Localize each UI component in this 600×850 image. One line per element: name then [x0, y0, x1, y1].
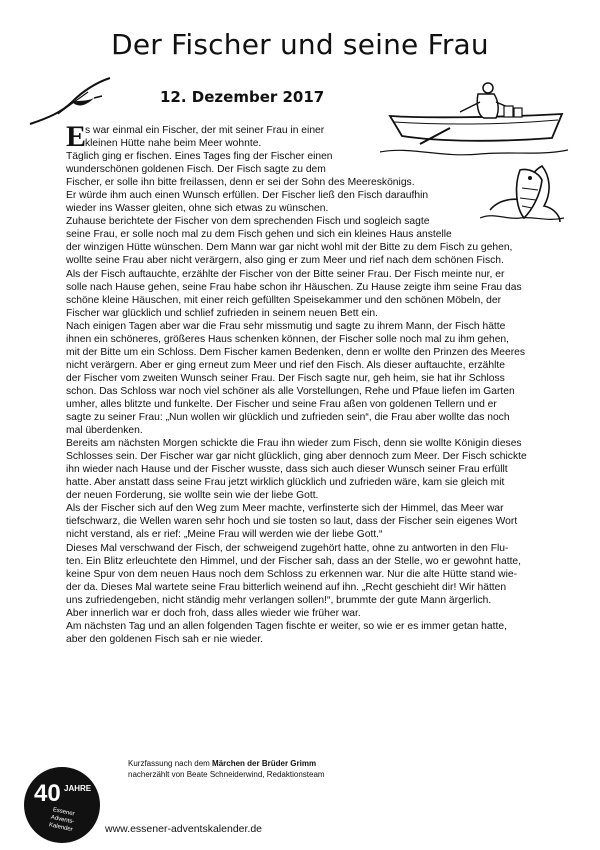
anniversary-badge	[22, 765, 102, 845]
badge-line3: Kalender	[48, 822, 74, 834]
credits-prefix: Kurzfassung nach dem	[128, 759, 213, 768]
website-url: www.essener-adventskalender.de	[105, 823, 263, 835]
story-line: seine Frau, er solle noch mal zu dem Fisch gehen und sich ein kleines Haus anstelle	[66, 229, 452, 241]
date-heading: 12. Dezember 2017	[160, 88, 325, 106]
story-line: s war einmal ein Fischer, der mit seiner Frau in einer	[85, 125, 325, 136]
story-line: nicht verärgern. Aber er ging erneut zum Meer und rief den Fisch. Als dieser auftauchte, erzählte	[66, 359, 505, 371]
story-line: uns zufriedengeben, nicht ständig mehr verlangen sollen!“, brummte der gute Mann ärgerlich.	[66, 594, 492, 606]
story-line: Aber innerlich war er doch froh, dass alles wieder wie früher war.	[66, 607, 361, 619]
badge-word: JAHRE	[64, 784, 92, 793]
badge-number: 40	[34, 780, 61, 807]
story-line: wunderschönen goldenen Fisch. Der Fisch sagte zu dem	[66, 164, 326, 176]
badge-line2: Advents-	[50, 814, 75, 826]
story-line: der da. Dieses Mal wartete seine Frau bitterlich weinend auf ihn. „Recht geschieht dir! Wir hätten	[66, 581, 507, 593]
credits-source: Märchen der Brüder Grimm	[212, 759, 317, 768]
story-line: hatte. Aber anstatt dass seine Frau jetzt wirklich glücklich und zufrieden wäre, kam sie gleich mit	[66, 477, 505, 489]
page-title: Der Fischer und seine Frau	[111, 28, 489, 61]
story-line: Schlosses sein. Der Fischer war gar nicht glücklich, ging aber dennoch zum Meer. Der Fisch schickte	[66, 451, 527, 463]
story-line: der winzigen Hütte wünschen. Dem Mann war gar nicht wohl mit der Bitte zu dem Fisch zu gehen,	[66, 242, 513, 254]
story-line: Am nächsten Tag und an allen folgenden Tagen fischte er weiter, so wie er es immer getan hatte,	[66, 620, 507, 632]
story-line: Nach einigen Tagen aber war die Frau sehr missmutig und sagte zu ihrem Mann, der Fisch hätte	[66, 320, 506, 332]
story-line: sagte zu seiner Frau: „Nun wollen wir glücklich und zufrieden sein“, die Frau aber wollte das noch	[66, 412, 510, 424]
story-line: schöne kleine Häuschen, mit einer reich gefüllten Speisekammer und den schönen Möbeln, der	[66, 294, 502, 306]
story-line: Er würde ihm auch einen Wunsch erfüllen. Der Fischer ließ den Fisch daraufhin	[66, 190, 429, 202]
story-line: der Fischer vom zweiten Wunsch seiner Frau. Der Fisch sagte nur, geh heim, sie hat ihr Schloss	[66, 372, 505, 384]
badge-line1: Essener	[52, 807, 76, 818]
story-line: ihnen ein schöneres, größeres Haus schenken können, der Fischer solle noch mal zu ihm gehen,	[66, 333, 510, 345]
credits-author: nacherzählt von Beate Schneiderwind, Redaktionsteam	[128, 770, 325, 779]
story-line: Dieses Mal verschwand der Fisch, der schweigend zugehört hatte, ohne zu antworten in den Flu-	[66, 542, 509, 554]
story-text	[66, 120, 558, 646]
story-line: Als der Fischer sich auf den Weg zum Meer machte, verfinsterte sich der Himmel, das Meer war	[66, 503, 504, 515]
story-line: nicht verstand, als er rief: „Meine Frau will werden wie der liebe Gott.“	[66, 529, 383, 541]
story-line: solle nach Hause gehen, seine Frau habe schon ihr Häuschen. Zu Hause zeigte ihm seine Frau das	[66, 281, 522, 293]
story-line: Zuhause berichtete der Fischer von dem sprechenden Fisch und sogleich sagte	[66, 216, 430, 228]
story-line: keine Spur von dem neuen Haus noch dem Schloss zu erkennen war. Nur die alte Hütte stand wie-	[66, 568, 518, 580]
story-line: Als der Fisch auftauchte, erzählte der Fischer von der Bitte seiner Frau. Der Fisch meinte nur, er	[66, 268, 505, 280]
story-line: ihn wieder nach Hause und der Fischer wusste, dass sich auch dieser Wunsch seiner Frau erfüllt	[66, 464, 508, 476]
story-line: schon. Das Schloss war noch viel schöner als alle Vorstellungen, Rehe und Pfaue liefen im Garten	[66, 385, 515, 397]
credits	[128, 758, 325, 780]
story-line: wollte seine Frau aber nicht verärgern, also ging er zum Meer und rief nach dem schönen Fisch.	[66, 255, 504, 267]
story-line: Täglich ging er fischen. Eines Tages fing der Fischer einen	[66, 151, 333, 163]
story-line: ten. Ein Blitz erleuchtete den Himmel, und der Fischer sah, dass an der Stelle, wo er gewohnt hatte,	[66, 555, 522, 567]
story-line: umher, alles blitzte und funkelte. Der Fischer und seine Frau aßen von goldenen Tellern und er	[66, 398, 497, 410]
story-line: mit der Bitte um ein Schloss. Dem Fischer kamen Bedenken, denn er wollte den Prinzen des Meeres	[66, 346, 526, 358]
story-line: tiefschwarz, die Wellen waren sehr hoch und sie tosten so laut, dass der Fischer sein eigenes Wort	[66, 516, 518, 528]
story-line: der neuen Forderung, sie wollte sein wie der liebe Gott.	[66, 490, 319, 502]
drop-cap: E	[66, 120, 87, 153]
story-line: aber den goldenen Fisch sah er nie wieder.	[66, 633, 263, 645]
story-line: kleinen Hütte nahe beim Meer wohnte.	[85, 138, 262, 150]
story-line: Bereits am nächsten Morgen schickte die Frau ihn wieder zum Fisch, denn sie wollte Königin dieses	[66, 438, 522, 450]
story-line: wieder ins Wasser gleiten, ohne sich etwas zu wünschen.	[66, 203, 329, 215]
story-line: Fischer, er solle ihn bitte freilassen, denn er sei der Sohn des Meereskönigs.	[66, 177, 415, 189]
story-line: mal überdenken.	[66, 425, 143, 437]
story-line: Fischer war glücklich und schlief zufrieden in seinem neuen Bett ein.	[66, 307, 378, 319]
